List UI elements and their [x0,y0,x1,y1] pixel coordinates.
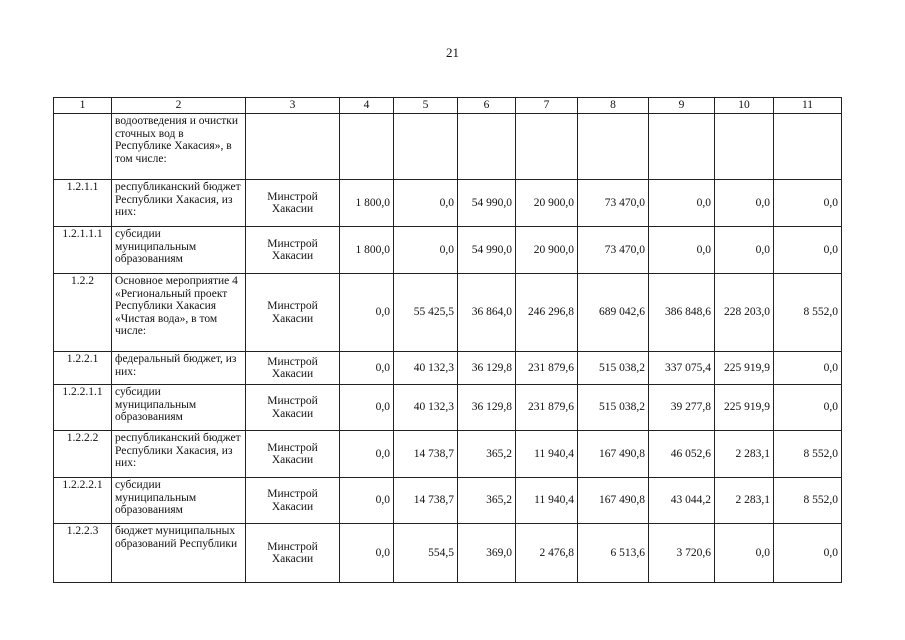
row-value: 231 879,6 [516,385,578,431]
table-row [54,385,842,431]
table-row [54,352,842,385]
row-value [394,114,458,180]
col-header: 1 [54,98,112,114]
row-value: 225 919,9 [715,385,774,431]
row-value: 8 552,0 [774,478,842,524]
row-value: 11 940,4 [516,478,578,524]
row-code: 1.2.1.1.1 [54,227,112,274]
row-executor: Минстрой Хакасии [246,385,340,431]
row-value: 0,0 [774,524,842,583]
row-value: 0,0 [340,478,394,524]
row-value: 0,0 [715,227,774,274]
row-value [516,114,578,180]
col-header: 6 [458,98,516,114]
row-value: 1 800,0 [340,227,394,274]
row-value [340,114,394,180]
row-name: республиканский бюджет Республики Хакасия, из них: [112,431,246,478]
row-name: Основное мероприятие 4 «Региональный проект Республики Хакасия «Чистая вода», в том числе: [112,274,246,352]
col-header: 11 [774,98,842,114]
col-header: 10 [715,98,774,114]
row-value: 36 129,8 [458,352,516,385]
row-value: 0,0 [774,227,842,274]
row-value: 365,2 [458,478,516,524]
row-value: 689 042,6 [578,274,649,352]
row-name: водоотведения и очистки сточных вод в Республике Хакасия», в том числе: [112,114,246,180]
row-executor: Минстрой Хакасии [246,431,340,478]
row-value: 40 132,3 [394,385,458,431]
col-header: 5 [394,98,458,114]
row-value: 54 990,0 [458,180,516,227]
row-value: 0,0 [649,227,715,274]
row-value: 73 470,0 [578,227,649,274]
row-value: 40 132,3 [394,352,458,385]
col-header: 8 [578,98,649,114]
row-value: 0,0 [774,352,842,385]
row-value: 20 900,0 [516,227,578,274]
row-value: 0,0 [394,180,458,227]
row-value: 46 052,6 [649,431,715,478]
row-value: 8 552,0 [774,274,842,352]
col-header: 3 [246,98,340,114]
col-header: 7 [516,98,578,114]
table-row [54,524,842,583]
row-value: 0,0 [774,180,842,227]
row-value: 0,0 [774,385,842,431]
row-name: субсидии муниципальным образованиям [112,227,246,274]
table-row [54,227,842,274]
page-number: 21 [446,45,459,60]
row-value: 36 864,0 [458,274,516,352]
row-value: 14 738,7 [394,478,458,524]
col-header: 2 [112,98,246,114]
row-executor: Минстрой Хакасии [246,524,340,583]
budget-table [53,97,842,583]
row-code: 1.2.2.1 [54,352,112,385]
row-value: 369,0 [458,524,516,583]
row-executor: Минстрой Хакасии [246,352,340,385]
row-value: 167 490,8 [578,431,649,478]
row-executor: Минстрой Хакасии [246,478,340,524]
row-value: 36 129,8 [458,385,516,431]
row-value: 73 470,0 [578,180,649,227]
row-value [774,114,842,180]
row-value: 1 800,0 [340,180,394,227]
row-value: 365,2 [458,431,516,478]
row-value: 2 283,1 [715,431,774,478]
table-row [54,478,842,524]
row-value: 2 476,8 [516,524,578,583]
row-value: 167 490,8 [578,478,649,524]
row-value: 515 038,2 [578,385,649,431]
row-name: федеральный бюджет, из них: [112,352,246,385]
table-row [54,180,842,227]
row-value: 0,0 [340,352,394,385]
row-value: 43 044,2 [649,478,715,524]
row-value: 515 038,2 [578,352,649,385]
row-name: республиканский бюджет Республики Хакасия, из них: [112,180,246,227]
row-value: 8 552,0 [774,431,842,478]
header-row [54,98,842,114]
row-value: 14 738,7 [394,431,458,478]
row-value: 11 940,4 [516,431,578,478]
row-value: 228 203,0 [715,274,774,352]
row-value: 0,0 [715,524,774,583]
row-value: 20 900,0 [516,180,578,227]
row-value: 225 919,9 [715,352,774,385]
row-value [715,114,774,180]
row-value [578,114,649,180]
row-name: субсидии муниципальным образованиям [112,478,246,524]
row-value: 231 879,6 [516,352,578,385]
row-executor: Минстрой Хакасии [246,227,340,274]
row-value: 54 990,0 [458,227,516,274]
row-executor: Минстрой Хакасии [246,274,340,352]
row-value: 2 283,1 [715,478,774,524]
row-code: 1.2.2.3 [54,524,112,583]
row-value [649,114,715,180]
table-row [54,114,842,180]
row-code: 1.2.2 [54,274,112,352]
table-body [54,114,842,583]
row-code: 1.2.2.2 [54,431,112,478]
row-value: 55 425,5 [394,274,458,352]
table-row [54,274,842,352]
row-value: 0,0 [340,274,394,352]
row-name: субсидии муниципальным образованиям [112,385,246,431]
row-value: 0,0 [340,385,394,431]
row-value: 0,0 [340,431,394,478]
row-value: 39 277,8 [649,385,715,431]
row-value: 3 720,6 [649,524,715,583]
row-value: 337 075,4 [649,352,715,385]
row-executor [246,114,340,180]
row-code [54,114,112,180]
row-code: 1.2.2.2.1 [54,478,112,524]
row-value [458,114,516,180]
row-value: 0,0 [649,180,715,227]
row-value: 386 848,6 [649,274,715,352]
row-value: 0,0 [715,180,774,227]
col-header: 4 [340,98,394,114]
row-code: 1.2.2.1.1 [54,385,112,431]
row-value: 6 513,6 [578,524,649,583]
row-executor: Минстрой Хакасии [246,180,340,227]
row-name: бюджет муниципальных образований Республики [112,524,246,583]
row-code: 1.2.1.1 [54,180,112,227]
col-header: 9 [649,98,715,114]
row-value: 554,5 [394,524,458,583]
row-value: 0,0 [340,524,394,583]
table-row [54,431,842,478]
row-value: 0,0 [394,227,458,274]
row-value: 246 296,8 [516,274,578,352]
